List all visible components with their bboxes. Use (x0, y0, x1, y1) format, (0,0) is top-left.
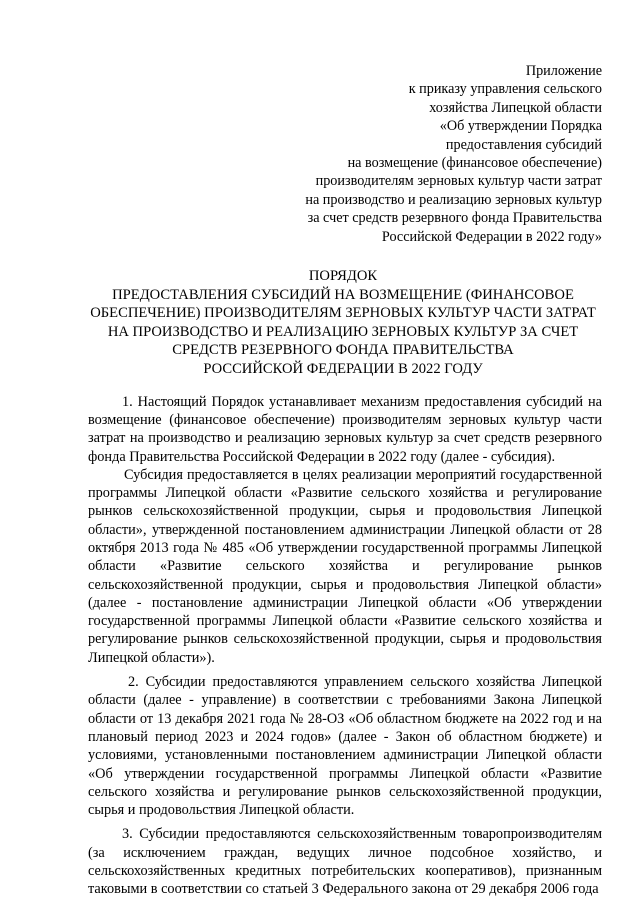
paragraph-1: 1. Настоящий Порядок устанавливает механизм предоставления субсидий на возмещение (финансовое обеспечение) производителям зерновых культур части затрат на производство и реализацию зерновых культур за счет средств резервного фонда Правительства Российской Федерации в 2022 году (далее - субсидия). (88, 393, 602, 465)
title-line: РОССИЙСКОЙ ФЕДЕРАЦИИ В 2022 ГОДУ (203, 361, 483, 378)
title-line: ПРЕДОСТАВЛЕНИЯ СУБСИДИЙ НА ВОЗМЕЩЕНИЕ (ФИНАНСОВОЕ (112, 286, 574, 303)
title-line: ОБЕСПЕЧЕНИЕ) ПРОИЗВОДИТЕЛЯМ ЗЕРНОВЫХ КУЛЬТУР ЧАСТИ ЗАТРАТ (90, 305, 596, 322)
appendix-line: на возмещение (финансовое обеспечение) (347, 155, 602, 172)
document-title (88, 267, 602, 379)
appendix-line: за счет средств резервного фонда Правительства (307, 210, 602, 227)
appendix-line: Приложение (525, 63, 602, 79)
appendix-line: к приказу управления сельского (408, 81, 602, 98)
title-line: ПОРЯДОК (308, 268, 378, 285)
document-body (88, 393, 602, 899)
appendix-line: Российской Федерации в 2022 году» (381, 228, 602, 245)
appendix-line: хозяйства Липецкой области (429, 99, 602, 116)
appendix-line: на производство и реализацию зерновых культур (305, 191, 602, 208)
title-line: СРЕДСТВ РЕЗЕРВНОГО ФОНДА ПРАВИТЕЛЬСТВА (172, 342, 514, 359)
appendix-line: производителям зерновых культур части затрат (315, 173, 602, 190)
paragraph-3: 3. Субсидии предоставляются сельскохозяйственным товаропроизводителям (за исключением граждан, ведущих личное подсобное хозяйство, и сельскохозяйственных кредитных потребительских кооперативов), признанным таковыми в соответствии со статьей 3 Федерального закона от 29 декабря 2006 года (88, 826, 602, 898)
appendix-header (88, 62, 602, 246)
paragraph-1-continuation: Субсидия предоставляется в целях реализации мероприятий государственной программы Липецкой области «Развитие сельского хозяйства и регулирование рынков сельскохозяйственной продукции, сырья и продовольствия Липецкой области», утвержденной постановлением администрации Липецкой области от 28 октября 2013 года № 485 «Об утверждении государственной программы Липецкой области «Развитие сельского хозяйства и регулирование рынков сельскохозяйственной продукции, сырья и продовольствия Липецкой области» (далее - постановление администрации Липецкой области «Об утверждении государственной программы Липецкой области «Развитие сельского хозяйства и регулирование рынков сельскохозяйственной продукции, сырья и продовольствия Липецкой области»). (88, 466, 602, 666)
appendix-line: «Об утверждении Порядка (439, 118, 602, 135)
appendix-line: предоставления субсидий (445, 136, 602, 153)
title-line: НА ПРОИЗВОДСТВО И РЕАЛИЗАЦИЮ ЗЕРНОВЫХ КУЛЬТУР ЗА СЧЕТ (107, 323, 579, 340)
paragraph-2: 2. Субсидии предоставляются управлением сельского хозяйства Липецкой области (далее - управление) в соответствии с требованиями Закона Липецкой области от 13 декабря 2021 года № 28-ОЗ «Об областном бюджете на 2022 год и на плановый период 2023 и 2024 годов» (далее - Закон об областном бюджете) и условиями, установленными постановлением администрации Липецкой области «Об утверждении государственной программы Липецкой области «Развитие сельского хозяйства и регулирование рынков сельскохозяйственной продукции, сырья и продовольствия Липецкой области. (88, 674, 602, 819)
